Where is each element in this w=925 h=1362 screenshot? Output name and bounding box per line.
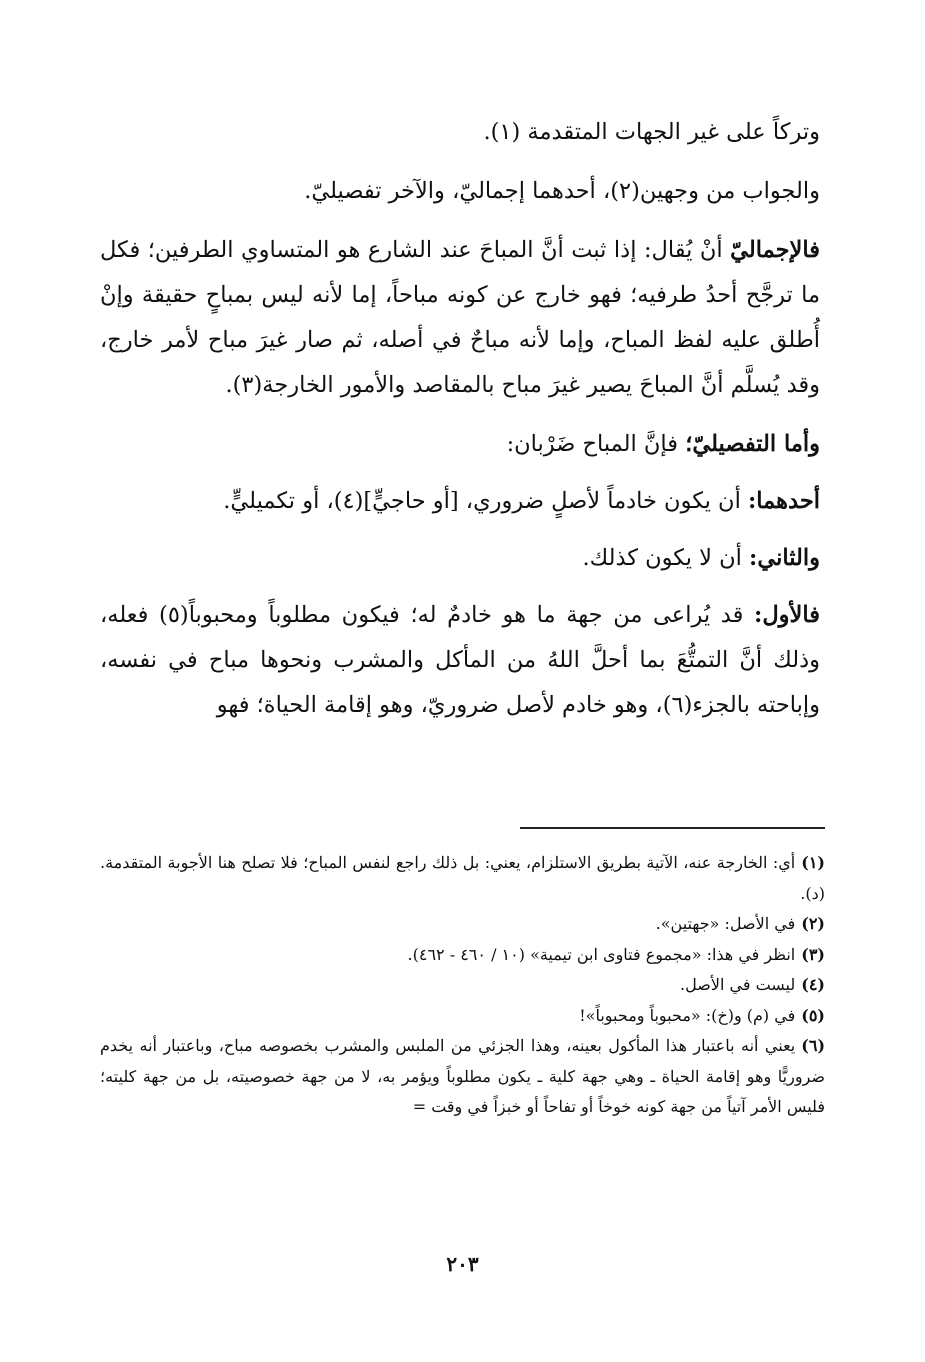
main-text bbox=[100, 110, 820, 742]
paragraph-first bbox=[100, 593, 820, 728]
footnote-separator bbox=[520, 827, 825, 829]
lead-term: وأما التفصيليّ؛ bbox=[685, 431, 820, 457]
footnote-2 bbox=[100, 909, 825, 940]
footnote-text: في (م) و(خ): «محبوباً ومحبوباً»! bbox=[579, 1005, 796, 1025]
footnote-3 bbox=[100, 940, 825, 971]
paragraph-text: أن يكون خادماً لأصلٍ ضروري، [أو حاجيٍّ](٤)، أو تكميليٍّ. bbox=[223, 488, 741, 514]
paragraph-text: أنْ يُقال: إذا ثبت أنَّ المباحَ عند الشارع هو المتساوي الطرفين؛ فكل ما ترجَّح أحدُ طرفيه؛ فهو خارج عن كونه مباحاً، إما لأنه ليس بمباحٍ حقيقة وإنْ أُطلق عليه لفظ المباح، وإما لأنه مباحٌ في أصله، ثم صار غيرَ مباح لأمر خارج، وقد يُسلَّم أنَّ المباحَ يصير غيرَ مباح بالمقاصد والأمور الخارجة(٣). bbox=[100, 237, 820, 398]
footnote-text: في الأصل: «جهتين». bbox=[655, 914, 796, 933]
footnote-number: (٤) bbox=[801, 975, 825, 994]
footnote-text: يعني أنه باعتبار هذا المأكول بعينه، وهذا الجزئي من الملبس والمشرب بخصوصه مباح، وباعتبار أنه يخدم ضروريًّا وهو إقامة الحياة ـ وهي جهة كلية ـ يكون مطلوباً ويؤمر به، لا من جهة خصوصيته، بل من جهة كليته؛ فليس الأمر آتياً من جهة كونه خوخاً أو تفاحاً أو خبزاً في وقت = bbox=[100, 1036, 825, 1116]
lead-term: فالأول: bbox=[754, 602, 820, 628]
paragraph-ijmali bbox=[100, 228, 820, 408]
paragraph-text: فإنَّ المباح ضَرْبان: bbox=[506, 431, 679, 457]
footnote-4 bbox=[100, 970, 825, 1001]
paragraph-text: قد يُراعى من جهة ما هو خادمٌ له؛ فيكون مطلوباً ومحبوباً(٥) فعله، وذلك أنَّ التمتُّعَ بما أحلَّ اللهُ من المأكل والمشرب ونحوها مباح في نفسه، وإباحته بالجزء(٦)، وهو خادم لأصل ضروريّ، وهو إقامة الحياة؛ فهو bbox=[100, 602, 820, 718]
footnote-5 bbox=[100, 1001, 825, 1032]
lead-term: فالإجماليّ bbox=[730, 237, 820, 263]
paragraph-1: وتركاً على غير الجهات المتقدمة (١). bbox=[483, 119, 820, 145]
footnote-6 bbox=[100, 1031, 825, 1123]
footnote-number: (٥) bbox=[801, 1005, 825, 1025]
footnotes bbox=[100, 848, 825, 1123]
paragraph-text: أن لا يكون كذلك. bbox=[582, 545, 742, 571]
footnote-number: (٦) bbox=[801, 1036, 826, 1055]
footnote-1 bbox=[100, 848, 825, 909]
paragraph-2: والجواب من وجهين(٢)، أحدهما إجماليّ، والآخر تفصيليّ. bbox=[304, 178, 820, 204]
lead-term: أحدهما: bbox=[747, 488, 820, 514]
paragraph-tafsili bbox=[100, 422, 820, 467]
page-number: ٢٠٣ bbox=[446, 1252, 479, 1276]
lead-term: والثاني: bbox=[749, 545, 820, 571]
footnote-text: ليست في الأصل. bbox=[680, 975, 796, 994]
footnote-text: انظر في هذا: «مجموع فتاوى ابن تيمية» (١٠ / ٤٦٠ - ٤٦٢). bbox=[407, 944, 796, 964]
footnote-number: (٢) bbox=[801, 914, 825, 933]
footnote-text: أي: الخارجة عنه، الآتية بطريق الاستلزام، يعني: بل ذلك راجع لنفس المباح؛ فلا تصلح هنا الأجوبة المتقدمة. (د). bbox=[100, 853, 825, 903]
paragraph-first-type bbox=[100, 479, 820, 524]
paragraph-second-type bbox=[100, 536, 820, 581]
footnote-number: (٣) bbox=[801, 944, 825, 964]
footnote-number: (١) bbox=[801, 853, 825, 872]
